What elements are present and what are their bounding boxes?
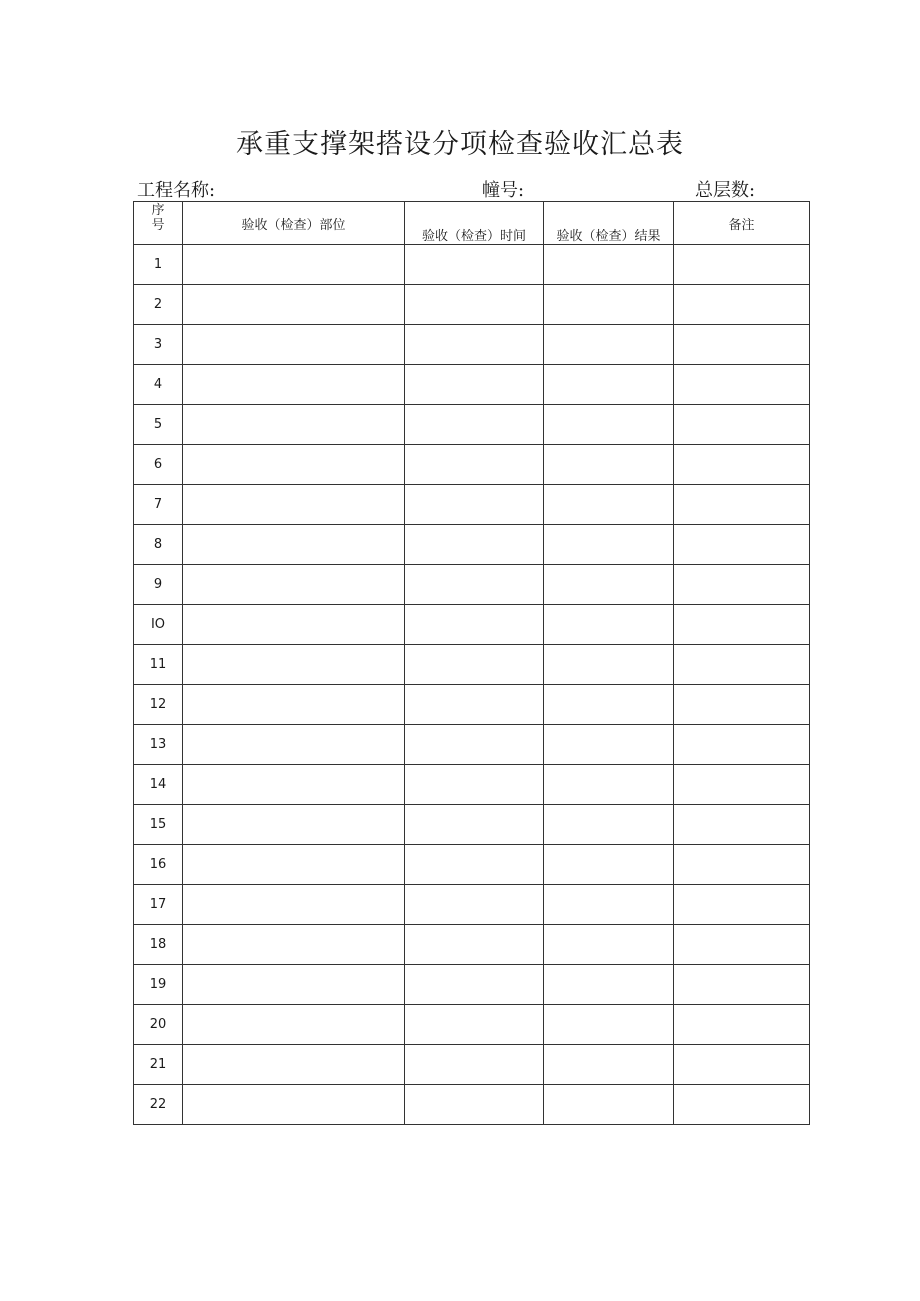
header-serial-line2: 号	[151, 218, 165, 233]
cell-inspection-result[interactable]	[544, 685, 674, 725]
header-remarks: 备注	[674, 202, 810, 245]
cell-remarks[interactable]	[674, 285, 810, 325]
cell-inspection-part[interactable]	[183, 525, 405, 565]
cell-inspection-result[interactable]	[544, 285, 674, 325]
cell-inspection-result[interactable]	[544, 525, 674, 565]
cell-inspection-result[interactable]	[544, 885, 674, 925]
cell-remarks[interactable]	[674, 765, 810, 805]
table-row	[134, 845, 810, 885]
cell-inspection-time[interactable]	[405, 485, 544, 525]
table-row	[134, 605, 810, 645]
cell-remarks[interactable]	[674, 605, 810, 645]
cell-inspection-part[interactable]	[183, 1085, 405, 1125]
cell-inspection-result[interactable]	[544, 565, 674, 605]
cell-inspection-result[interactable]	[544, 805, 674, 845]
cell-inspection-part[interactable]	[183, 845, 405, 885]
row-serial-number: 13	[134, 725, 183, 765]
cell-inspection-part[interactable]	[183, 445, 405, 485]
row-serial-number: 19	[134, 965, 183, 1005]
cell-inspection-time[interactable]	[405, 845, 544, 885]
cell-inspection-time[interactable]	[405, 885, 544, 925]
cell-inspection-time[interactable]	[405, 725, 544, 765]
cell-inspection-part[interactable]	[183, 245, 405, 285]
table-row	[134, 525, 810, 565]
cell-inspection-time[interactable]	[405, 285, 544, 325]
cell-remarks[interactable]	[674, 885, 810, 925]
table-row	[134, 1045, 810, 1085]
row-serial-number: 4	[134, 365, 183, 405]
building-number-label: 幢号:	[482, 180, 525, 201]
cell-inspection-result[interactable]	[544, 245, 674, 285]
table-row	[134, 685, 810, 725]
row-serial-number: 18	[134, 925, 183, 965]
table-row	[134, 245, 810, 285]
cell-remarks[interactable]	[674, 325, 810, 365]
cell-inspection-time[interactable]	[405, 685, 544, 725]
table-row	[134, 365, 810, 405]
cell-inspection-part[interactable]	[183, 885, 405, 925]
header-inspection-time: 验收（检查）时间	[405, 202, 544, 245]
cell-remarks[interactable]	[674, 565, 810, 605]
cell-inspection-result[interactable]	[544, 765, 674, 805]
cell-inspection-time[interactable]	[405, 405, 544, 445]
row-serial-number: 15	[134, 805, 183, 845]
row-serial-number: 6	[134, 445, 183, 485]
cell-remarks[interactable]	[674, 405, 810, 445]
table-body	[134, 245, 810, 1125]
cell-inspection-result[interactable]	[544, 485, 674, 525]
cell-remarks[interactable]	[674, 525, 810, 565]
cell-remarks[interactable]	[674, 645, 810, 685]
project-name-label: 工程名称:	[137, 180, 216, 201]
cell-inspection-part[interactable]	[183, 925, 405, 965]
cell-inspection-time[interactable]	[405, 245, 544, 285]
row-serial-number: 11	[134, 645, 183, 685]
cell-remarks[interactable]	[674, 845, 810, 885]
cell-inspection-time[interactable]	[405, 1085, 544, 1125]
cell-inspection-result[interactable]	[544, 325, 674, 365]
cell-inspection-part[interactable]	[183, 485, 405, 525]
table-row	[134, 565, 810, 605]
cell-inspection-result[interactable]	[544, 605, 674, 645]
row-serial-number: 5	[134, 405, 183, 445]
row-serial-number: 16	[134, 845, 183, 885]
cell-inspection-part[interactable]	[183, 325, 405, 365]
cell-inspection-result[interactable]	[544, 725, 674, 765]
cell-remarks[interactable]	[674, 725, 810, 765]
cell-inspection-time[interactable]	[405, 325, 544, 365]
row-serial-number: 17	[134, 885, 183, 925]
table-header-row	[134, 202, 810, 245]
cell-remarks[interactable]	[674, 805, 810, 845]
row-serial-number: IO	[134, 605, 183, 645]
cell-inspection-result[interactable]	[544, 405, 674, 445]
cell-inspection-part[interactable]	[183, 405, 405, 445]
table-row	[134, 285, 810, 325]
cell-remarks[interactable]	[674, 685, 810, 725]
cell-inspection-time[interactable]	[405, 965, 544, 1005]
cell-remarks[interactable]	[674, 485, 810, 525]
total-floors-label: 总层数:	[695, 180, 756, 201]
row-serial-number: 14	[134, 765, 183, 805]
row-serial-number: 3	[134, 325, 183, 365]
cell-inspection-result[interactable]	[544, 845, 674, 885]
cell-inspection-time[interactable]	[405, 925, 544, 965]
table-row	[134, 325, 810, 365]
table-row	[134, 805, 810, 845]
header-serial-number	[134, 202, 183, 245]
table-row	[134, 725, 810, 765]
table-row	[134, 925, 810, 965]
cell-remarks[interactable]	[674, 445, 810, 485]
header-inspection-result: 验收（检查）结果	[544, 202, 674, 245]
cell-inspection-time[interactable]	[405, 645, 544, 685]
cell-inspection-time[interactable]	[405, 525, 544, 565]
document-title: 承重支撑架搭设分项检查验收汇总表	[236, 129, 684, 160]
cell-remarks[interactable]	[674, 1085, 810, 1125]
row-serial-number: 7	[134, 485, 183, 525]
table-row	[134, 1005, 810, 1045]
cell-inspection-part[interactable]	[183, 765, 405, 805]
row-serial-number: 20	[134, 1005, 183, 1045]
cell-remarks[interactable]	[674, 925, 810, 965]
cell-inspection-time[interactable]	[405, 1005, 544, 1045]
cell-inspection-time[interactable]	[405, 605, 544, 645]
cell-remarks[interactable]	[674, 365, 810, 405]
cell-inspection-time[interactable]	[405, 805, 544, 845]
cell-inspection-result[interactable]	[544, 445, 674, 485]
cell-inspection-part[interactable]	[183, 285, 405, 325]
cell-remarks[interactable]	[674, 965, 810, 1005]
cell-remarks[interactable]	[674, 245, 810, 285]
header-inspection-part: 验收（检查）部位	[183, 202, 405, 245]
cell-inspection-part[interactable]	[183, 565, 405, 605]
table-row	[134, 1085, 810, 1125]
cell-inspection-part[interactable]	[183, 685, 405, 725]
cell-inspection-time[interactable]	[405, 445, 544, 485]
row-serial-number: 22	[134, 1085, 183, 1125]
cell-inspection-part[interactable]	[183, 605, 405, 645]
cell-inspection-result[interactable]	[544, 1045, 674, 1085]
cell-inspection-result[interactable]	[544, 645, 674, 685]
cell-inspection-time[interactable]	[405, 765, 544, 805]
cell-inspection-part[interactable]	[183, 645, 405, 685]
cell-inspection-result[interactable]	[544, 965, 674, 1005]
cell-inspection-result[interactable]	[544, 1085, 674, 1125]
cell-inspection-part[interactable]	[183, 805, 405, 845]
row-serial-number: 8	[134, 525, 183, 565]
cell-inspection-part[interactable]	[183, 965, 405, 1005]
inspection-summary-table	[133, 201, 810, 1125]
cell-inspection-result[interactable]	[544, 365, 674, 405]
table-row	[134, 765, 810, 805]
cell-inspection-part[interactable]	[183, 725, 405, 765]
cell-inspection-result[interactable]	[544, 1005, 674, 1045]
cell-remarks[interactable]	[674, 1045, 810, 1085]
cell-inspection-time[interactable]	[405, 565, 544, 605]
cell-remarks[interactable]	[674, 1005, 810, 1045]
cell-inspection-result[interactable]	[544, 925, 674, 965]
cell-inspection-time[interactable]	[405, 1045, 544, 1085]
header-serial-line1: 序	[151, 203, 165, 218]
table-row	[134, 445, 810, 485]
cell-inspection-part[interactable]	[183, 365, 405, 405]
table-row	[134, 485, 810, 525]
row-serial-number: 1	[134, 245, 183, 285]
cell-inspection-part[interactable]	[183, 1045, 405, 1085]
table-row	[134, 965, 810, 1005]
table-row	[134, 645, 810, 685]
row-serial-number: 9	[134, 565, 183, 605]
row-serial-number: 21	[134, 1045, 183, 1085]
row-serial-number: 2	[134, 285, 183, 325]
table-row	[134, 885, 810, 925]
cell-inspection-part[interactable]	[183, 1005, 405, 1045]
cell-inspection-time[interactable]	[405, 365, 544, 405]
row-serial-number: 12	[134, 685, 183, 725]
table-row	[134, 405, 810, 445]
